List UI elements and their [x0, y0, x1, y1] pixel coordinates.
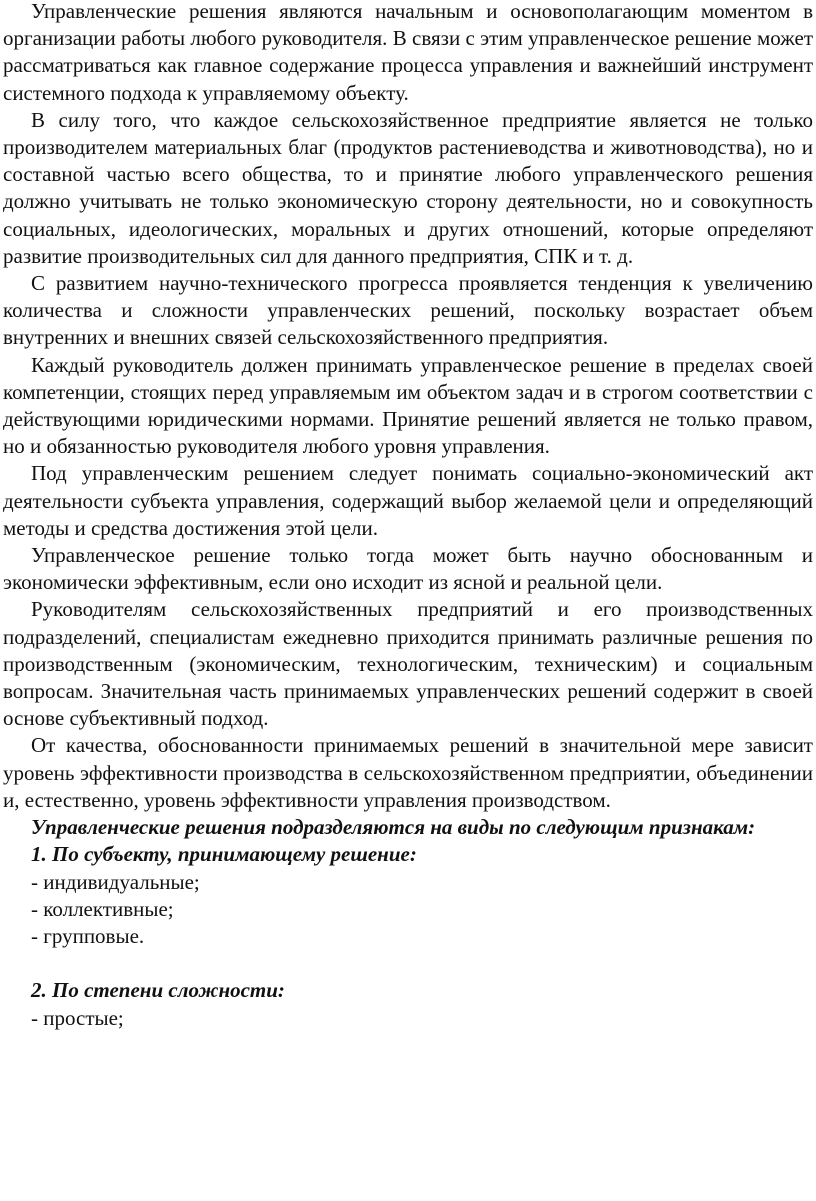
list-item: - простые;: [31, 1005, 124, 1030]
document-page: [3, 0, 813, 1032]
list-item: - коллективные;: [31, 896, 174, 921]
paragraph: Управленческие решения являются начальным и основополагающим моментом в организации работы любого руководителя. В связи с этим управленческое решение может рассматриваться как главное содержание процесса управления и важнейший инструмент системного подхода к управляемому объекту.: [3, 0, 813, 105]
section-title-by-complexity: 2. По степени сложности:: [31, 978, 285, 1003]
paragraph: Каждый руководитель должен принимать управленческое решение в пределах своей компетенции, стоящих перед управляемым им объектом задач и в строгом соответствии с действующими юридическими нормами. Принятие решений является не только правом, но и обязанностью руководителя любого уровня управления.: [3, 352, 813, 459]
paragraph: Руководителям сельскохозяйственных предприятий и его производственных подразделений, специалистам ежедневно приходится принимать различные решения по производственным (экономическим, технологическим, техническим) и социальным вопросам. Значительная часть принимаемых управленческих решений содержит в своей основе субъективный подход.: [3, 597, 813, 731]
paragraph: С развитием научно-технического прогресса проявляется тенденция к увеличению количества и сложности управленческих решений, поскольку возрастает объем внутренних и внешних связей сельскохозяйственного предприятия.: [3, 271, 813, 350]
paragraph: От качества, обоснованности принимаемых решений в значительной мере зависит уровень эффективности производства в сельскохозяйственном предприятии, объединении и, естественно, уровень эффективности управления производством.: [3, 733, 813, 812]
classification-heading: Управленческие решения подразделяются на виды по следующим признакам:: [31, 815, 756, 840]
paragraph: В силу того, что каждое сельскохозяйственное предприятие является не только производителем материальных благ (продуктов растениеводства и животноводства), но и составной частью всего общества, то и принятие любого управленческого решения должно учитывать не только экономическую сторону деятельности, но и совокупность социальных, идеологических, моральных и других отношений, которые определяют развитие производительных сил для данного предприятия, СПК и т. д.: [3, 107, 813, 268]
paragraph: Под управленческим решением следует понимать социально-экономический акт деятельности субъекта управления, содержащий выбор желаемой цели и определяющий методы и средства достижения этой цели.: [3, 461, 813, 540]
blank-line: [3, 950, 813, 977]
list-item: - индивидуальные;: [31, 869, 200, 894]
list-item: - групповые.: [31, 923, 145, 948]
section-title-by-subject: 1. По субъекту, принимающему решение:: [31, 842, 417, 867]
paragraph: Управленческое решение только тогда может быть научно обоснованным и экономически эффективным, если оно исходит из ясной и реальной цели.: [3, 543, 813, 595]
